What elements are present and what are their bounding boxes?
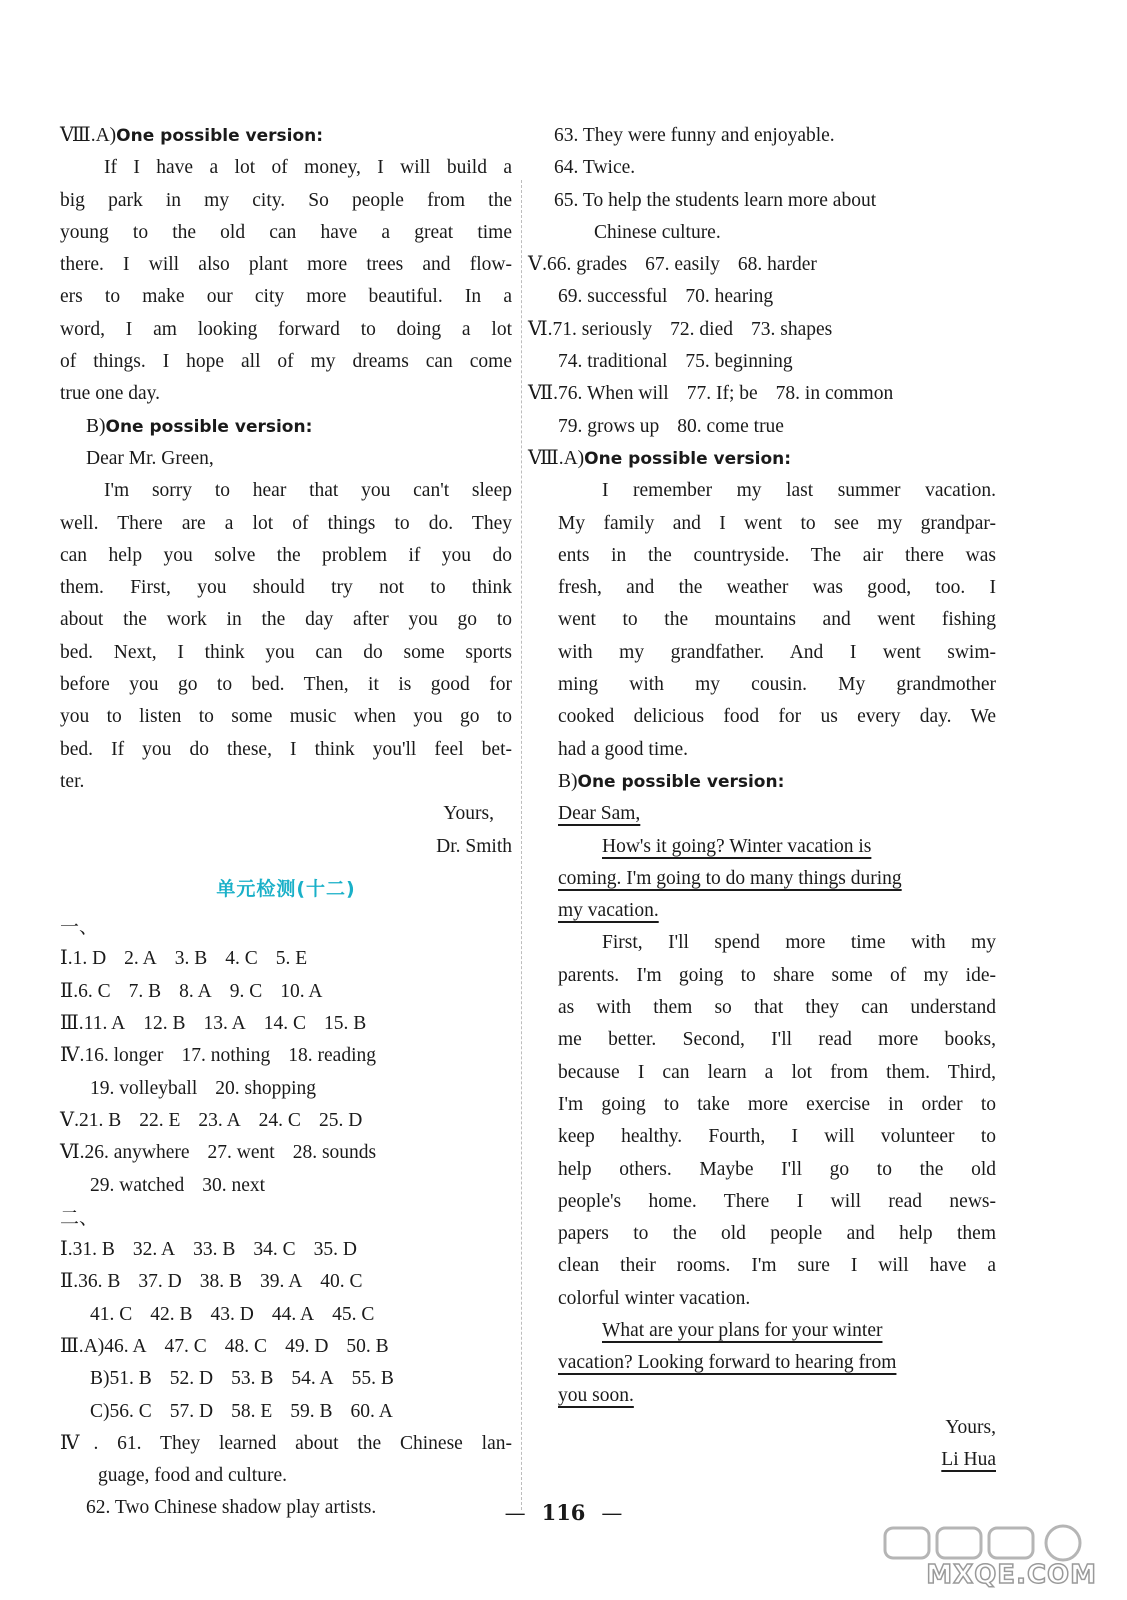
letter-line: me better. Second, I'll read more books,: [558, 1029, 996, 1051]
roman-numeral: Ⅰ.: [60, 948, 73, 970]
answer-item: 36. B: [78, 1271, 121, 1293]
letter-underlined-line: [558, 1315, 996, 1347]
part-2-label: 二、: [60, 1206, 99, 1229]
answer-row: [60, 1073, 512, 1105]
answer-item: 69. successful: [558, 286, 668, 308]
essay-line: of things. I hope all of my dreams can come: [60, 351, 512, 373]
part-1-answers: [60, 943, 512, 1201]
letter-line: you to listen to some music when you go to: [60, 706, 512, 728]
answer-row: [60, 1137, 512, 1169]
answer-item: 26. anywhere: [84, 1142, 190, 1164]
essay-line: ers to make our city more beautiful. In a: [60, 286, 512, 308]
answer-item: 10. A: [280, 980, 323, 1002]
letter-line: before you go to bed. Then, it is good for: [60, 674, 512, 696]
letter-line: parents. I'm going to share some of my ide-: [558, 964, 996, 986]
section-8-heading-right: Ⅷ.A)One possible version:: [528, 447, 792, 469]
answer-item: 18. reading: [288, 1045, 377, 1067]
answer-item: 37. D: [138, 1271, 182, 1293]
letter-salutation: Dear Mr. Green,: [86, 447, 214, 469]
letter-line: papers to the old people and help them: [558, 1223, 996, 1245]
answer-item: 31. B: [72, 1239, 115, 1261]
essay-line: ming with my cousin. My grandmother: [558, 674, 996, 696]
letter-line: First, I'll spend more time with my: [602, 932, 996, 954]
letter-line: help others. Maybe I'll go to the old: [558, 1158, 996, 1180]
answer-item: 34. C: [253, 1239, 296, 1261]
letter-line: bed. If you do these, I think you'll feel bet-: [60, 738, 512, 760]
answer-item: 80. come true: [677, 415, 784, 437]
answer-row: [60, 1105, 512, 1137]
roman-numeral: Ⅱ.: [60, 980, 79, 1002]
letter-line: about the work in the day after you go to: [60, 609, 512, 631]
answer-row: [60, 1170, 512, 1202]
unit-title: 单元检测(十二): [216, 877, 356, 900]
answer-row: [60, 1266, 512, 1298]
letter-closing: Yours,: [443, 803, 494, 825]
answer-item: 67. easily: [645, 254, 720, 276]
answer-item: 13. A: [203, 1013, 246, 1035]
answer-item: 7. B: [128, 980, 162, 1002]
letter-underlined-line: [558, 831, 996, 863]
question-65-line-1: 65. To help the students learn more about: [554, 189, 877, 211]
answer-row: [528, 411, 996, 443]
answer-item: 39. A: [260, 1271, 303, 1293]
section-8b-heading: B)One possible version:: [86, 415, 313, 437]
question-61-line-2: guage, food and culture.: [98, 1465, 287, 1487]
answer-item: 41. C: [90, 1303, 133, 1325]
letter-signature-right: Li Hua: [941, 1449, 996, 1471]
letter-line: can help you solve the problem if you do: [60, 544, 512, 566]
answer-item: 54. A: [291, 1368, 334, 1390]
essay-line: there. I will also plant more trees and flow-: [60, 254, 512, 276]
answer-row: [528, 346, 996, 378]
essay-line: cooked delicious food for us every day. We: [558, 706, 996, 728]
answer-item: 29. watched: [90, 1174, 185, 1196]
letter-salutation-right-wrap: [528, 798, 996, 830]
letter-line: clean their rooms. I'm sure I will have a: [558, 1255, 996, 1277]
underlined-text: What are your plans for your winter: [602, 1319, 883, 1341]
answer-item: 49. D: [285, 1335, 329, 1357]
underlined-text: coming. I'm going to do many things during: [558, 867, 902, 889]
question-63: 63. They were funny and enjoyable.: [554, 125, 835, 146]
answer-item: 57. D: [169, 1400, 214, 1422]
letter-body-right: [528, 927, 996, 1315]
underlined-text: How's it going? Winter vacation is: [602, 835, 872, 857]
answer-item: 30. next: [202, 1174, 266, 1196]
roman-numeral: Ⅲ.: [60, 1335, 84, 1357]
question-64: 64. Twice.: [554, 157, 636, 179]
answer-item: 12. B: [143, 1013, 186, 1035]
underlined-text: my vacation.: [558, 900, 659, 922]
answer-row: [60, 1234, 512, 1266]
answer-item: 27. went: [207, 1142, 275, 1164]
answer-item: 45. C: [332, 1303, 375, 1325]
watermark-text: MXQE.COM: [926, 1560, 1097, 1590]
answer-item: 53. B: [231, 1368, 274, 1390]
answer-item: 33. B: [193, 1239, 236, 1261]
roman-numeral: Ⅴ.: [60, 1109, 79, 1131]
part-1-label: 一、: [60, 916, 99, 939]
answer-item: 1. D: [72, 948, 107, 970]
answer-item: 5. E: [275, 948, 308, 970]
essay-line: I remember my last summer vacation.: [602, 480, 996, 502]
essay-line: If I have a lot of money, I will build a: [104, 157, 512, 179]
letter-line: keep healthy. Fourth, I will volunteer to: [558, 1126, 996, 1148]
answer-item: 2. A: [124, 948, 157, 970]
answer-item: 48. C: [224, 1335, 268, 1357]
letter-signature-wrap: [528, 1444, 996, 1476]
letter-line: ter.: [60, 770, 85, 792]
answer-item: 71. seriously: [552, 318, 653, 340]
answer-item: 16. longer: [84, 1045, 164, 1067]
answer-item: 6. C: [78, 980, 111, 1002]
answer-item: 15. B: [324, 1013, 367, 1035]
answer-item: 32. A: [132, 1239, 176, 1261]
answer-item: 58. E: [231, 1400, 273, 1422]
answer-row: [60, 1299, 512, 1331]
letter-close: [528, 1315, 996, 1412]
essay-line: had a good time.: [558, 738, 688, 760]
answer-item: 66. grades: [546, 254, 628, 276]
roman-numeral: Ⅲ.: [60, 1013, 84, 1035]
underlined-text: you soon.: [558, 1384, 634, 1406]
roman-numeral: Ⅳ.: [60, 1045, 85, 1067]
section-8-heading: Ⅷ.A)One possible version:: [60, 125, 324, 146]
answer-item: 23. A: [198, 1109, 241, 1131]
answer-item: 73. shapes: [751, 318, 833, 340]
answer-item: 70. hearing: [685, 286, 774, 308]
answer-item: 19. volleyball: [90, 1077, 198, 1099]
answer-row: [528, 249, 996, 281]
answer-item: 28. sounds: [292, 1142, 377, 1164]
answer-row: [60, 1331, 512, 1363]
letter-line: I'm sorry to hear that you can't sleep: [104, 480, 512, 502]
answer-row: [60, 1040, 512, 1072]
answer-item: 74. traditional: [558, 351, 668, 373]
essay-line: word, I am looking forward to doing a lot: [60, 318, 512, 340]
answer-row: [60, 943, 512, 975]
answer-item: 47. C: [164, 1335, 207, 1357]
answer-item: 42. B: [150, 1303, 193, 1325]
answer-item: B)51. B: [90, 1368, 152, 1390]
answer-item: 78. in common: [775, 383, 894, 405]
answer-item: 55. B: [351, 1368, 394, 1390]
essay-a-right: [528, 475, 996, 766]
answer-item: 75. beginning: [685, 351, 793, 373]
answer-row: [60, 1396, 512, 1428]
left-column: [60, 120, 512, 1525]
roman-numeral: Ⅰ.: [60, 1239, 73, 1261]
essay-line: My family and I went to see my grandpar-: [558, 512, 996, 534]
answer-item: 9. C: [229, 980, 263, 1002]
answer-item: 4. C: [225, 948, 258, 970]
answer-item: 35. D: [313, 1239, 357, 1261]
answer-item: 20. shopping: [215, 1077, 316, 1099]
essay-line: with my grandfather. And I went swim-: [558, 641, 996, 663]
letter-line: them. First, you should try not to think: [60, 577, 512, 599]
answer-item: 77. If; be: [686, 383, 758, 405]
letter-body: [60, 475, 512, 798]
answer-item: 72. died: [670, 318, 733, 340]
answer-row: [528, 314, 996, 346]
answer-item: 40. C: [320, 1271, 363, 1293]
letter-underlined-line: [558, 1347, 996, 1379]
roman-numeral: Ⅱ.: [60, 1271, 79, 1293]
answer-item: 14. C: [263, 1013, 307, 1035]
section-8b-heading-right: B)One possible version:: [558, 770, 785, 792]
answer-item: 38. B: [199, 1271, 243, 1293]
answer-item: 22. E: [139, 1109, 181, 1131]
answer-item: 59. B: [290, 1400, 333, 1422]
letter-signature: Dr. Smith: [436, 835, 512, 857]
roman-numeral: Ⅵ.: [528, 318, 553, 340]
question-62: 62. Two Chinese shadow play artists.: [86, 1497, 377, 1519]
answer-item: 11. A: [83, 1013, 126, 1035]
letter-underlined-line: [558, 1380, 996, 1412]
letter-underlined-line: [558, 863, 996, 895]
answer-item: 60. A: [350, 1400, 393, 1422]
answer-item: 25. D: [318, 1109, 363, 1131]
answer-row: [60, 1363, 512, 1395]
letter-line: as with them so that they can understand: [558, 997, 996, 1019]
question-61-line-1: Ⅳ. 61. They learned about the Chinese lan-: [60, 1432, 512, 1454]
essay-line: big park in my city. So people from the: [60, 189, 512, 211]
letter-line: I'm going to take more exercise in order to: [558, 1093, 996, 1115]
answer-row: [60, 1008, 512, 1040]
essay-line: went to the mountains and went fishing: [558, 609, 996, 631]
answer-item: 79. grows up: [558, 415, 660, 437]
answer-item: 17. nothing: [181, 1045, 271, 1067]
right-answers: [528, 249, 996, 443]
letter-open: [528, 831, 996, 928]
roman-numeral: Ⅵ.: [60, 1142, 85, 1164]
answer-row: [60, 976, 512, 1008]
answer-row: [528, 281, 996, 313]
letter-line: bed. Next, I think you can do some sports: [60, 641, 512, 663]
question-65-line-2: Chinese culture.: [594, 221, 721, 243]
essay-line: true one day.: [60, 383, 160, 405]
letter-line: well. There are a lot of things to do. They: [60, 512, 512, 534]
essay-a: [60, 152, 512, 410]
part-2-answers: [60, 1234, 512, 1428]
answer-item: 3. B: [174, 948, 208, 970]
answer-item: 43. D: [210, 1303, 254, 1325]
answer-item: 24. C: [258, 1109, 301, 1131]
letter-closing-right: Yours,: [945, 1416, 996, 1438]
essay-line: fresh, and the weather was good, too. I: [558, 577, 996, 599]
answer-row: [528, 378, 996, 410]
underlined-text: vacation? Looking forward to hearing from: [558, 1352, 897, 1374]
answer-item: A)46. A: [83, 1335, 147, 1357]
roman-numeral: Ⅴ.: [528, 254, 547, 276]
answer-item: 8. A: [179, 980, 212, 1002]
letter-line: colorful winter vacation.: [558, 1287, 751, 1309]
letter-underlined-line: [558, 895, 996, 927]
answer-item: 50. B: [346, 1335, 389, 1357]
right-column: [528, 120, 996, 1476]
roman-numeral: Ⅶ.: [528, 383, 559, 405]
answer-item: 21. B: [78, 1109, 122, 1131]
answer-item: 76. When will: [558, 383, 669, 405]
letter-line: because I can learn a lot from them. Third,: [558, 1061, 996, 1083]
answer-item: 68. harder: [737, 254, 817, 276]
essay-line: ents in the countryside. The air there was: [558, 544, 996, 566]
letter-line: people's home. There I will read news-: [558, 1190, 996, 1212]
answer-item: C)56. C: [90, 1400, 152, 1422]
answer-item: 44. A: [271, 1303, 315, 1325]
column-divider: [521, 180, 522, 1510]
page-number: — 116 —: [504, 1500, 623, 1525]
letter-salutation-right: Dear Sam,: [558, 803, 641, 825]
answer-item: 52. D: [169, 1368, 214, 1390]
essay-line: young to the old can have a great time: [60, 221, 512, 243]
